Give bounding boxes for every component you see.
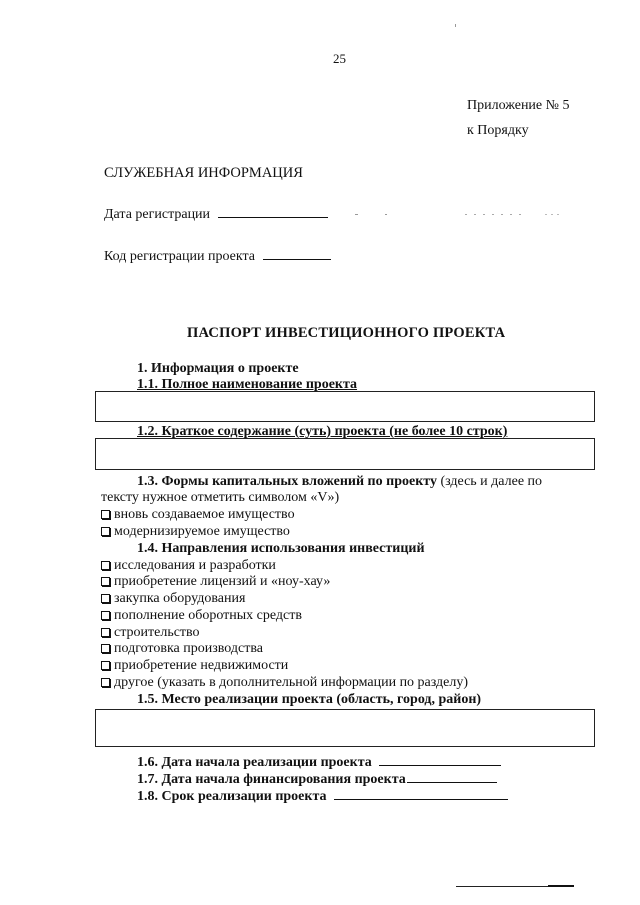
footer-rule-thick (548, 885, 574, 887)
direction-item[interactable]: закупка оборудования (101, 590, 245, 608)
scan-speck (355, 214, 358, 215)
direction-item[interactable]: другое (указать в дополнительной информации по разделу) (101, 674, 468, 692)
scan-speck (455, 24, 456, 27)
registration-code-label: Код регистрации проекта (104, 249, 255, 264)
capital-form-item[interactable]: модернизируемое имущество (101, 523, 290, 541)
start-date-label: 1.6. Дата начала реализации проекта (137, 755, 372, 770)
registration-code-row (104, 247, 331, 266)
capital-form-item[interactable]: вновь создаваемое имущество (101, 506, 295, 524)
scan-speck (385, 214, 387, 215)
passport-title: ПАСПОРТ ИНВЕСТИЦИОННОГО ПРОЕКТА (187, 325, 506, 341)
checkbox-icon[interactable] (101, 510, 110, 519)
direction-item[interactable]: приобретение лицензий и «ноу-хау» (101, 573, 330, 591)
checkbox-icon[interactable] (101, 661, 110, 670)
project-summary-box[interactable] (95, 438, 595, 470)
registration-date-label: Дата регистрации (104, 207, 211, 222)
direction-item[interactable]: приобретение недвижимости (101, 657, 288, 675)
scan-speck (545, 214, 563, 215)
financing-date-field[interactable] (407, 770, 497, 783)
direction-item[interactable]: исследования и разработки (101, 557, 276, 575)
checkbox-icon[interactable] (101, 611, 110, 620)
registration-date-field[interactable] (218, 205, 328, 218)
service-info-title: СЛУЖЕБНАЯ ИНФОРМАЦИЯ (104, 165, 303, 181)
duration-row (137, 787, 508, 806)
checkbox-icon[interactable] (101, 594, 110, 603)
section-1-5-title: 1.5. Место реализации проекта (область, город, район) (137, 692, 482, 707)
project-name-box[interactable] (95, 391, 595, 422)
section-1-1-title: 1.1. Полное наименование проекта (137, 377, 358, 392)
checkbox-icon[interactable] (101, 678, 110, 687)
checkbox-icon[interactable] (101, 644, 110, 653)
direction-item[interactable]: пополнение оборотных средств (101, 607, 302, 625)
registration-date-row (104, 205, 328, 224)
section-1-3-bold: 1.3. Формы капитальных вложений по проекту (137, 474, 437, 489)
scan-speck (465, 214, 525, 215)
section-1-2-title: 1.2. Краткое содержание (суть) проекта (не более 10 строк) (137, 424, 508, 439)
checkbox-icon[interactable] (101, 527, 110, 536)
direction-item[interactable]: строительство (101, 624, 200, 642)
direction-item[interactable]: подготовка производства (101, 640, 263, 658)
section-1-3-note-line2: тексту нужное отметить символом «V») (101, 490, 340, 505)
project-location-box[interactable] (95, 709, 595, 747)
checkbox-icon[interactable] (101, 561, 110, 570)
appendix-reference: к Порядку (467, 123, 529, 138)
duration-label: 1.8. Срок реализации проекта (137, 789, 327, 804)
checkbox-icon[interactable] (101, 628, 110, 637)
registration-code-field[interactable] (263, 247, 331, 260)
appendix-number: Приложение № 5 (467, 98, 570, 113)
page-number: 25 (333, 51, 346, 66)
financing-date-label: 1.7. Дата начала финансирования проекта (137, 772, 406, 787)
section-1-3-note: (здесь и далее по (436, 474, 543, 489)
section-1-4-title: 1.4. Направления использования инвестиций (137, 541, 425, 556)
checkbox-icon[interactable] (101, 577, 110, 586)
start-date-field[interactable] (379, 753, 501, 766)
duration-field[interactable] (334, 787, 508, 800)
section-1-title: 1. Информация о проекте (137, 361, 299, 376)
